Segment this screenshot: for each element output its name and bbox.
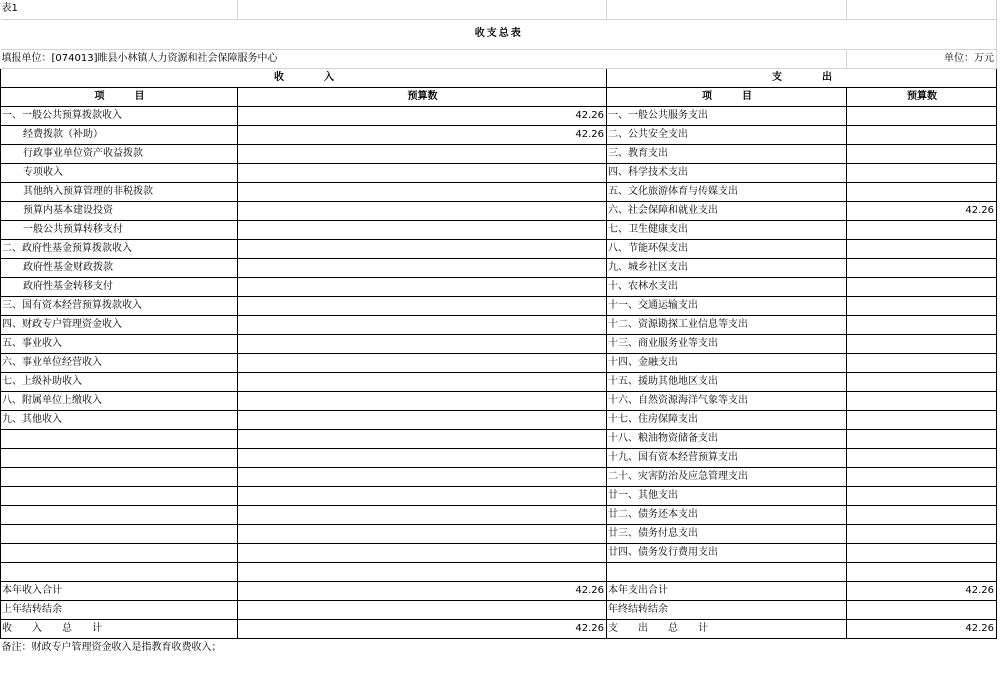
- income-value-cell: [238, 524, 607, 543]
- expense-value-cell: [847, 239, 997, 258]
- table-row: [1, 467, 997, 486]
- expense-item-cell: 十七、住房保障支出: [607, 410, 847, 429]
- expense-item-cell: 二十、灾害防治及应急管理支出: [607, 467, 847, 486]
- income-item-cell: 上年结转结余: [1, 600, 238, 619]
- income-value-cell: [238, 410, 607, 429]
- income-item-cell: 政府性基金财政拨款: [1, 258, 238, 277]
- expense-item-cell: 十九、国有资本经营预算支出: [607, 448, 847, 467]
- table-row: [1, 277, 997, 296]
- income-value-cell: [238, 600, 607, 619]
- income-item-cell: 专项收入: [1, 163, 238, 182]
- expense-item-cell: 年终结转结余: [607, 600, 847, 619]
- income-item-cell: 预算内基本建设投资: [1, 201, 238, 220]
- income-value-cell: [238, 562, 607, 581]
- income-value-cell: [238, 543, 607, 562]
- income-budget-header: 预算数: [238, 87, 607, 106]
- expense-value-cell: [847, 543, 997, 562]
- table-row: [1, 106, 997, 125]
- expense-value-cell: [847, 410, 997, 429]
- income-value-cell: [238, 353, 607, 372]
- income-item-cell: [1, 562, 238, 581]
- income-section-header: 收 入: [1, 68, 607, 87]
- expense-item-cell: 十、农林水支出: [607, 277, 847, 296]
- expense-value-cell: 42.26: [847, 581, 997, 600]
- income-value-cell: [238, 505, 607, 524]
- income-item-cell: 三、国有资本经营预算拨款收入: [1, 296, 238, 315]
- expense-value-cell: [847, 429, 997, 448]
- income-value-cell: [238, 258, 607, 277]
- income-item-cell: 六、事业单位经营收入: [1, 353, 238, 372]
- table-row: [1, 239, 997, 258]
- table-row: [1, 258, 997, 277]
- expense-item-cell: [607, 562, 847, 581]
- expense-value-cell: [847, 467, 997, 486]
- expense-value-cell: [847, 486, 997, 505]
- table-row: [1, 315, 997, 334]
- expense-value-cell: 42.26: [847, 201, 997, 220]
- expense-item-cell: 七、卫生健康支出: [607, 220, 847, 239]
- total-row: [1, 581, 997, 600]
- expense-value-cell: [847, 353, 997, 372]
- income-item-cell: 收 入 总 计: [1, 619, 238, 638]
- income-value-cell: [238, 239, 607, 258]
- income-value-cell: [238, 315, 607, 334]
- income-item-cell: 七、上级补助收入: [1, 372, 238, 391]
- income-value-cell: 42.26: [238, 581, 607, 600]
- income-item-cell: [1, 524, 238, 543]
- expense-value-cell: [847, 182, 997, 201]
- income-value-cell: [238, 372, 607, 391]
- income-item-cell: 九、其他收入: [1, 410, 238, 429]
- expense-value-cell: [847, 524, 997, 543]
- expense-item-cell: 十六、自然资源海洋气象等支出: [607, 391, 847, 410]
- expense-value-cell: [847, 334, 997, 353]
- expense-item-cell: 廿四、债务发行费用支出: [607, 543, 847, 562]
- income-value-cell: [238, 220, 607, 239]
- table-row: [1, 353, 997, 372]
- income-item-cell: [1, 467, 238, 486]
- income-item-cell: [1, 448, 238, 467]
- expense-value-cell: [847, 505, 997, 524]
- income-item-cell: 四、财政专户管理资金收入: [1, 315, 238, 334]
- table-row: [1, 334, 997, 353]
- reporting-unit: 填报单位：[074013]睢县小林镇人力资源和社会保障服务中心: [1, 49, 847, 68]
- table-row: [1, 296, 997, 315]
- expense-section-header: 支 出: [607, 68, 997, 87]
- expense-item-cell: 十五、援助其他地区支出: [607, 372, 847, 391]
- expense-item-cell: 二、公共安全支出: [607, 125, 847, 144]
- expense-value-cell: [847, 125, 997, 144]
- table-row: [1, 125, 997, 144]
- page-title: 收支总表: [1, 19, 997, 49]
- expense-value-cell: [847, 391, 997, 410]
- income-value-cell: [238, 334, 607, 353]
- unit-label: 单位：万元: [847, 49, 997, 68]
- table-row: [1, 144, 997, 163]
- table-row: [1, 505, 997, 524]
- income-value-cell: 42.26: [238, 106, 607, 125]
- table-row: [1, 182, 997, 201]
- expense-item-cell: 本年支出合计: [607, 581, 847, 600]
- expense-item-cell: 四、科学技术支出: [607, 163, 847, 182]
- expense-value-cell: [847, 144, 997, 163]
- expense-item-cell: 九、城乡社区支出: [607, 258, 847, 277]
- expense-value-cell: [847, 315, 997, 334]
- income-value-cell: [238, 163, 607, 182]
- table-row: [1, 220, 997, 239]
- expense-item-cell: 五、文化旅游体育与传媒支出: [607, 182, 847, 201]
- table-row: [1, 201, 997, 220]
- expense-item-cell: 十一、交通运输支出: [607, 296, 847, 315]
- income-item-cell: 本年收入合计: [1, 581, 238, 600]
- expense-value-cell: [847, 220, 997, 239]
- expense-value-cell: [847, 372, 997, 391]
- table-row: [1, 543, 997, 562]
- table-row: [1, 429, 997, 448]
- income-item-cell: 其他纳入预算管理的非税拨款: [1, 182, 238, 201]
- income-item-cell: 一、一般公共预算拨款收入: [1, 106, 238, 125]
- income-item-cell: 政府性基金转移支付: [1, 277, 238, 296]
- income-value-cell: [238, 486, 607, 505]
- expense-item-cell: 廿二、债务还本支出: [607, 505, 847, 524]
- expense-budget-header: 预算数: [847, 87, 997, 106]
- table-row: [1, 163, 997, 182]
- expense-item-cell: 八、节能环保支出: [607, 239, 847, 258]
- expense-item-cell: 十二、资源勘探工业信息等支出: [607, 315, 847, 334]
- income-value-cell: [238, 201, 607, 220]
- total-row: [1, 600, 997, 619]
- expense-item-cell: 廿一、其他支出: [607, 486, 847, 505]
- expense-value-cell: [847, 163, 997, 182]
- income-item-cell: [1, 505, 238, 524]
- table-row: [1, 562, 997, 581]
- income-item-cell: 八、附属单位上缴收入: [1, 391, 238, 410]
- footnote: 备注：财政专户管理资金收入是指教育收费收入；: [1, 641, 222, 653]
- table-row: [1, 391, 997, 410]
- expense-value-cell: [847, 600, 997, 619]
- total-row: [1, 619, 997, 638]
- income-item-cell: [1, 429, 238, 448]
- expense-item-cell: 廿三、债务付息支出: [607, 524, 847, 543]
- sheet-label: 表1: [1, 0, 238, 19]
- expense-value-cell: [847, 106, 997, 125]
- expense-item-cell: 十八、粮油物资储备支出: [607, 429, 847, 448]
- income-item-cell: 一般公共预算转移支付: [1, 220, 238, 239]
- table-row: [1, 410, 997, 429]
- table-row: [1, 524, 997, 543]
- table-row: [1, 372, 997, 391]
- table-row: [1, 486, 997, 505]
- income-value-cell: [238, 429, 607, 448]
- income-value-cell: [238, 296, 607, 315]
- expense-value-cell: [847, 296, 997, 315]
- income-value-cell: [238, 182, 607, 201]
- expense-value-cell: 42.26: [847, 619, 997, 638]
- income-value-cell: [238, 448, 607, 467]
- expense-value-cell: [847, 562, 997, 581]
- income-value-cell: [238, 277, 607, 296]
- expense-value-cell: [847, 277, 997, 296]
- expense-item-cell: 三、教育支出: [607, 144, 847, 163]
- expense-item-cell: 支 出 总 计: [607, 619, 847, 638]
- income-value-cell: [238, 467, 607, 486]
- expense-item-cell: 六、社会保障和就业支出: [607, 201, 847, 220]
- expense-item-cell: 一、一般公共服务支出: [607, 106, 847, 125]
- income-value-cell: [238, 391, 607, 410]
- income-item-cell: 行政事业单位资产收益拨款: [1, 144, 238, 163]
- expense-item-cell: 十三、商业服务业等支出: [607, 334, 847, 353]
- expense-value-cell: [847, 258, 997, 277]
- income-item-header: 项 目: [1, 87, 238, 106]
- income-item-cell: [1, 543, 238, 562]
- table-row: [1, 448, 997, 467]
- income-item-cell: 五、事业收入: [1, 334, 238, 353]
- expense-item-header: 项 目: [607, 87, 847, 106]
- income-value-cell: 42.26: [238, 125, 607, 144]
- expense-item-cell: 十四、金融支出: [607, 353, 847, 372]
- income-value-cell: 42.26: [238, 619, 607, 638]
- expense-value-cell: [847, 448, 997, 467]
- income-item-cell: 二、政府性基金预算拨款收入: [1, 239, 238, 258]
- income-value-cell: [238, 144, 607, 163]
- income-item-cell: 经费拨款（补助）: [1, 125, 238, 144]
- income-item-cell: [1, 486, 238, 505]
